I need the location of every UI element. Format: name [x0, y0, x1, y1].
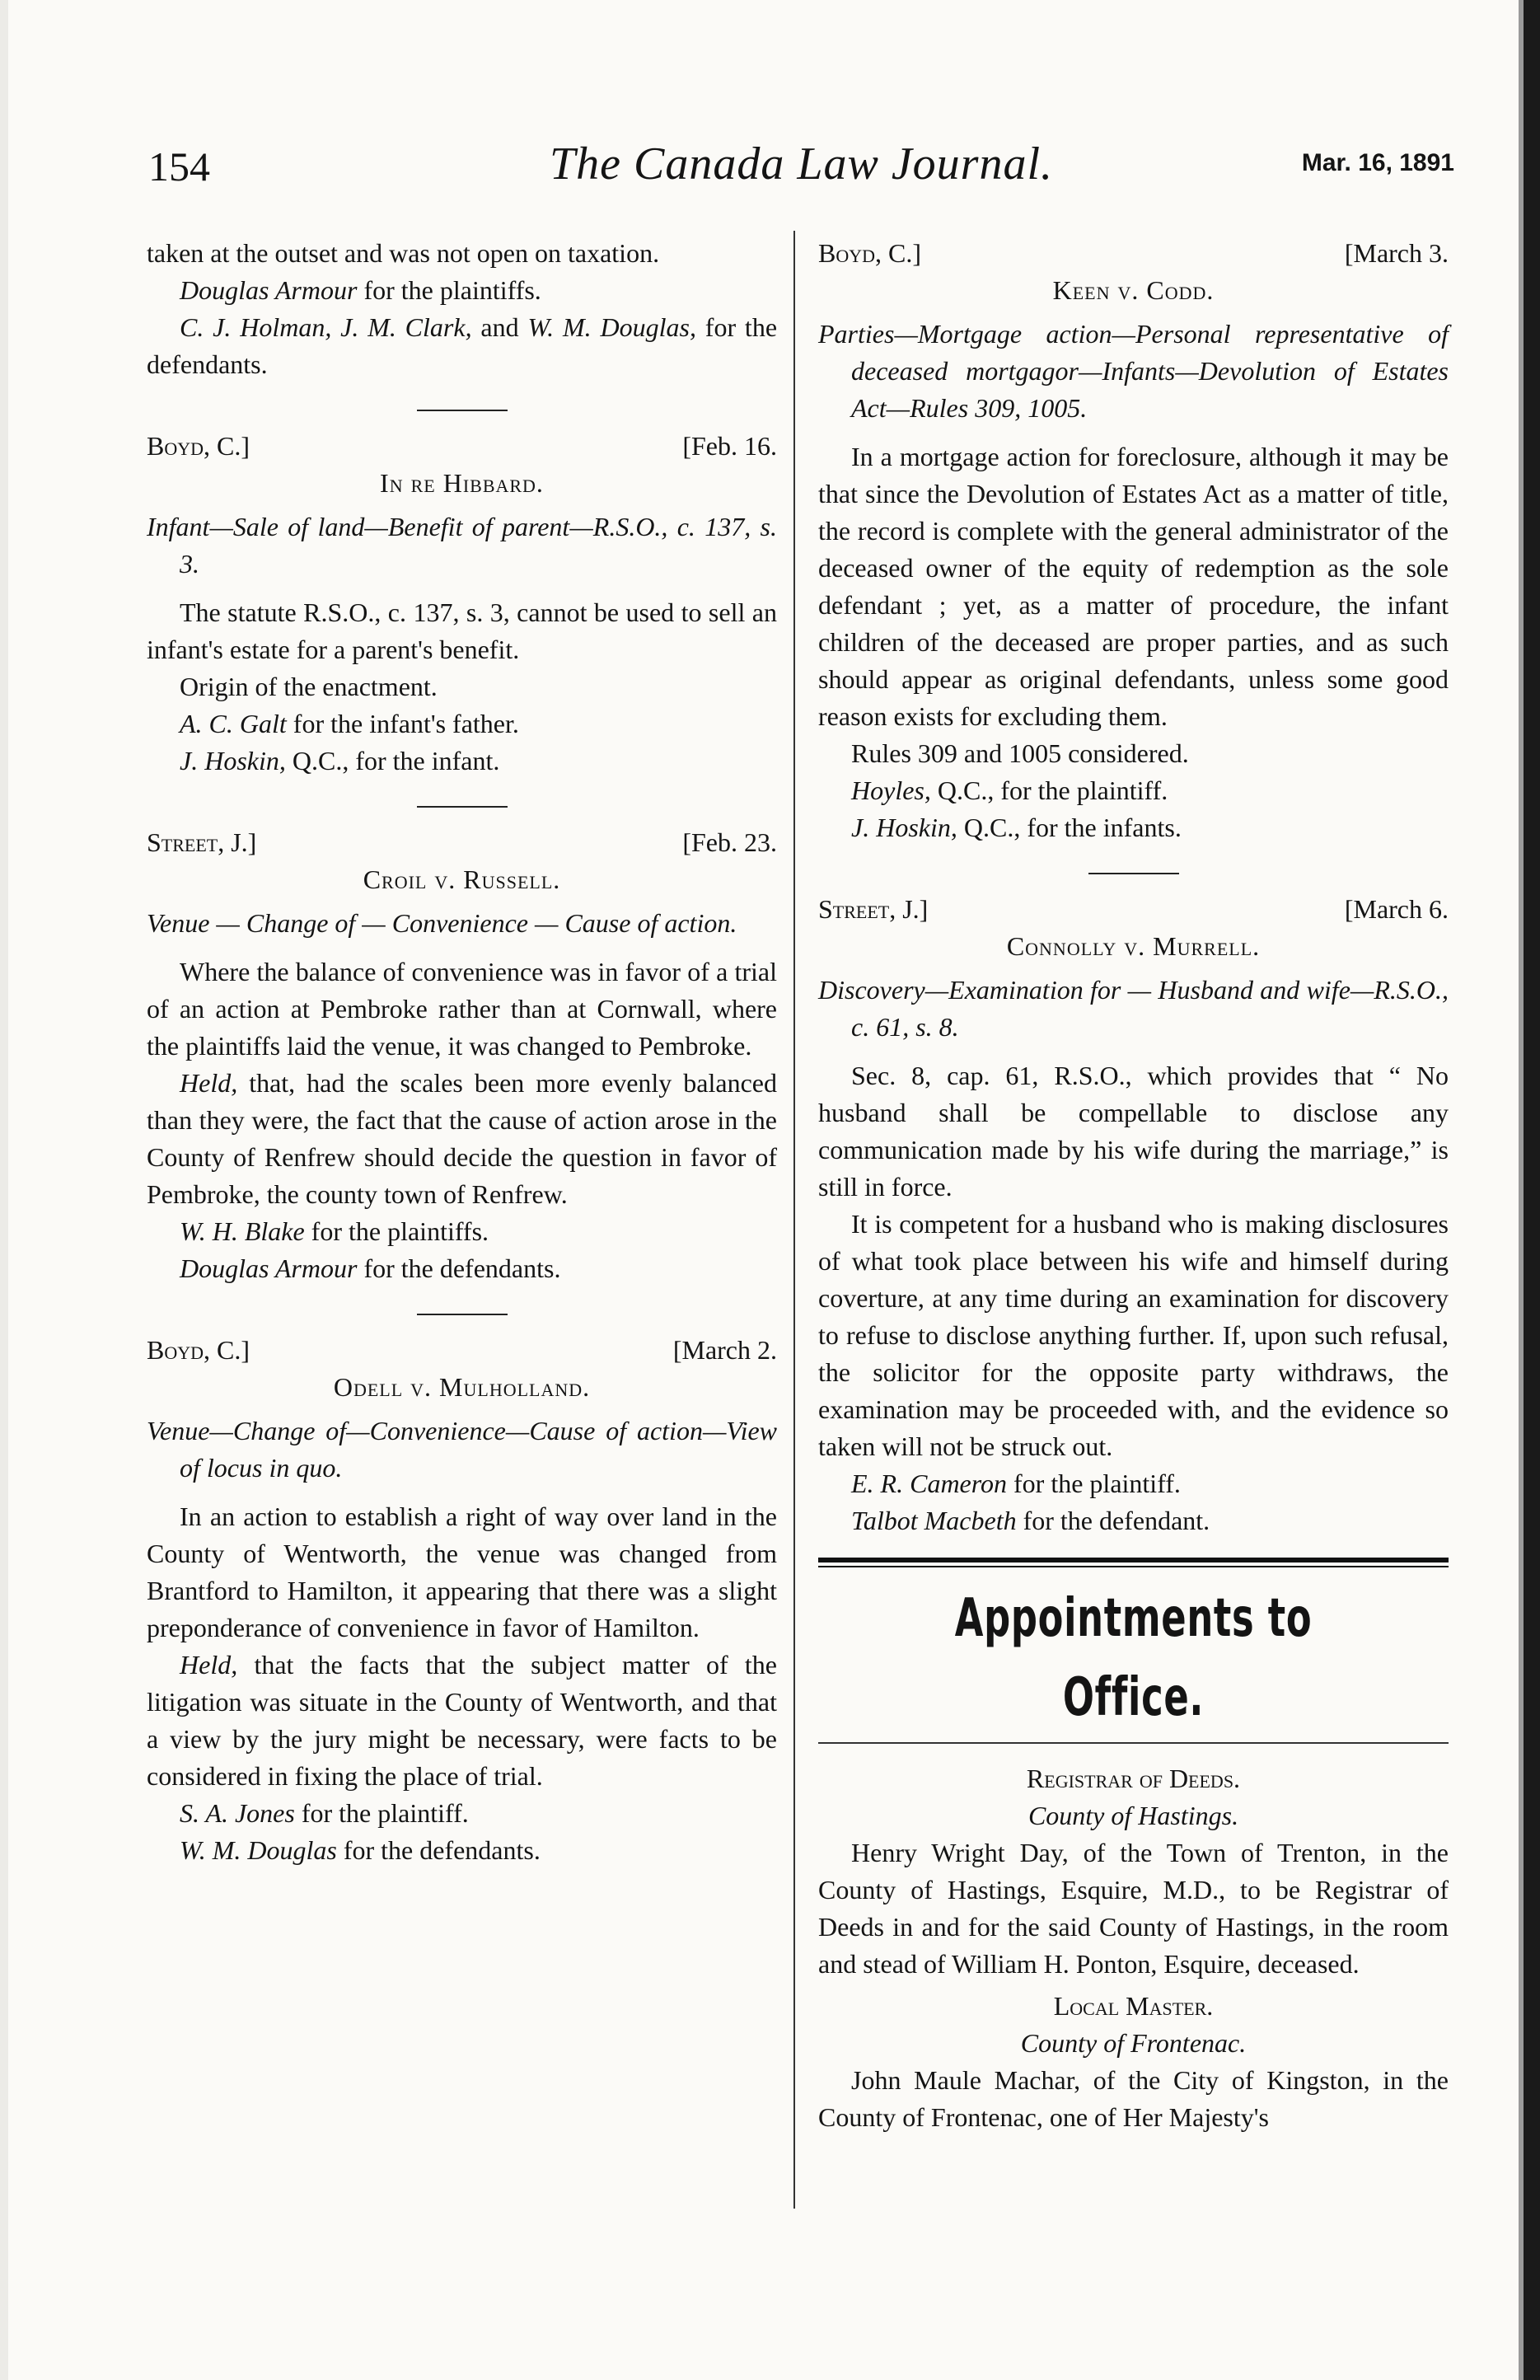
counsel-role: for the infant's father.	[286, 709, 519, 738]
counsel-line	[147, 1213, 777, 1250]
held-text: that, had the scales been more evenly balanced than they were, the fact that the cause of action arose in the County of Renfrew should decide the question in favor of Pembroke, the county town of Renfrew.	[147, 1068, 777, 1209]
headnote: Parties—Mortgage action—Personal representative of deceased mortgagor—Infants—Devolution of Estates Act—Rules 309, 1005.	[818, 319, 1449, 423]
counsel-role: for the defendants.	[147, 312, 778, 379]
counsel-name: J. Hoskin,	[851, 813, 957, 842]
column-divider	[793, 231, 795, 2209]
counsel-name: Hoyles,	[851, 775, 931, 805]
counsel-line	[818, 1465, 1449, 1502]
counsel-name: A. C. Galt	[180, 709, 287, 738]
section-separator	[1088, 873, 1179, 874]
counsel-name: S. A. Jones	[180, 1798, 295, 1828]
judge-name: Street, J.]	[818, 894, 929, 924]
page-left-shadow	[0, 0, 8, 2380]
counsel-line	[818, 809, 1449, 846]
counsel-name: Douglas Armour	[180, 275, 358, 305]
right-column	[818, 235, 1449, 2136]
judge-name: Boyd, C.]	[147, 1335, 250, 1365]
counsel-line	[147, 1832, 777, 1869]
counsel-name: E. R. Cameron	[851, 1469, 1008, 1498]
counsel-name: W. M. Douglas,	[527, 312, 696, 342]
counsel-role: for the defendants.	[357, 1253, 561, 1283]
judge-line	[147, 428, 777, 465]
counsel-line	[147, 1795, 777, 1832]
issue-date: Mar. 16, 1891	[1301, 149, 1454, 176]
case-paragraph: Sec. 8, cap. 61, R.S.O., which provides that “ No husband shall be compellable to disclose any communication made by his wife during the marriage,” is still in force.	[818, 1061, 1449, 1202]
case-title: Connolly v. Murrell.	[1006, 931, 1261, 961]
counsel-line	[147, 743, 777, 780]
journal-title: The Canada Law Journal.	[549, 138, 1054, 190]
section-heading: Local Master.	[1053, 1991, 1214, 2021]
page-binding-edge	[1524, 0, 1540, 2380]
held-word: Held,	[180, 1068, 238, 1098]
counsel-line	[818, 772, 1449, 809]
held-text: that the facts that the subject matter of the litigation was situate in the County of Wentworth, and that a view by the jury might be necessary, were facts to be considered in fixing the place of trial.	[147, 1650, 777, 1791]
headnote: Venue—Change of—Convenience—Cause of action—View of locus in quo.	[147, 1416, 777, 1483]
page-header	[148, 128, 1454, 194]
counsel-line	[147, 272, 777, 309]
counsel-line	[147, 309, 777, 383]
counsel-role: for the plaintiffs.	[357, 275, 541, 305]
page-number: 154	[148, 143, 210, 190]
section-separator	[417, 806, 508, 808]
counsel-role: Q.C., for the plaintiff.	[930, 775, 1168, 805]
section-separator	[417, 410, 508, 411]
case-paragraph: It is competent for a husband who is making disclosures of what took place between his wife and himself during coverture, at any time during an examination for discovery to refuse to disclose anything further. If, upon such refusal, the solicitor for the opposite party withdraws, the examination may be proceeded with, and the evidence so taken will not be struck out.	[818, 1209, 1449, 1461]
case-title: Odell v. Mulholland.	[333, 1372, 591, 1402]
counsel-role: for the plaintiff.	[1007, 1469, 1181, 1498]
headnote: Infant—Sale of land—Benefit of parent—R.S.O., c. 137, s. 3.	[147, 512, 777, 579]
judge-line	[147, 1332, 777, 1369]
case-paragraph: Rules 309 and 1005 considered.	[851, 738, 1189, 768]
appointment-paragraph: Henry Wright Day, of the Town of Trenton, in the County of Hastings, Esquire, M.D., to be Registrar of Deeds in and for the said County of Hastings, in the room and stead of William H. Ponton, Esquire, deceased.	[818, 1838, 1449, 1979]
judge-line	[147, 824, 777, 861]
counsel-name: Talbot Macbeth	[851, 1506, 1017, 1535]
case-title: In re Hibbard.	[380, 468, 544, 498]
case-paragraph: The statute R.S.O., c. 137, s. 3, cannot be used to sell an infant's estate for a parent's benefit.	[147, 597, 777, 664]
counsel-role: for the plaintiff.	[294, 1798, 469, 1828]
appointment-paragraph: John Maule Machar, of the City of Kingston, in the County of Frontenac, one of Her Majesty's	[818, 2065, 1449, 2132]
heavy-rule-underline	[818, 1566, 1449, 1567]
case-paragraph: In a mortgage action for foreclosure, although it may be that since the Devolution of Estates Act as a matter of title, the record is complete with the general administrator of the deceased owner of the equity of redemption as the sole defendant ; yet, as a matter of procedure, the infant children of the deceased are proper parties, and as such should appear as original defendants, unless some good reason exists for excluding them.	[818, 442, 1449, 731]
counsel-role: Q.C., for the infants.	[957, 813, 1182, 842]
decision-date: [March 6.	[1344, 894, 1449, 924]
decision-date: [March 3.	[1344, 238, 1449, 268]
counsel-name: J. Hoskin,	[180, 746, 286, 775]
held-word: Held,	[180, 1650, 238, 1680]
decision-date: [Feb. 16.	[682, 431, 777, 461]
case-title: Keen v. Codd.	[1052, 275, 1215, 305]
headnote: Discovery—Examination for — Husband and wife—R.S.O., c. 61, s. 8.	[818, 975, 1449, 1042]
case-paragraph	[147, 1647, 777, 1795]
judge-name: Boyd, C.]	[147, 431, 250, 461]
case-paragraph: In an action to establish a right of way over land in the County of Wentworth, the venue was changed from Brantford to Hamilton, it appearing that there was a slight preponderance of convenience in favor of Hamilton.	[147, 1502, 777, 1642]
counsel-line	[147, 705, 777, 743]
continued-paragraph: taken at the outset and was not open on taxation.	[147, 238, 660, 268]
counsel-conjunction: and	[471, 312, 528, 342]
case-paragraph	[147, 1065, 777, 1213]
section-separator	[417, 1314, 508, 1315]
counsel-name: Douglas Armour	[180, 1253, 358, 1283]
judge-name: Street, J.]	[147, 827, 257, 857]
case-paragraph: Where the balance of convenience was in favor of a trial of an action at Pembroke rather than at Cornwall, where the plaintiffs laid the venue, it was changed to Pembroke.	[147, 957, 777, 1061]
judge-line	[818, 235, 1449, 272]
heading-rule	[818, 1742, 1449, 1744]
headnote: Venue — Change of — Convenience — Cause of action.	[147, 908, 737, 938]
counsel-role: for the plaintiffs.	[304, 1216, 489, 1246]
counsel-role: Q.C., for the infant.	[285, 746, 500, 775]
counsel-line	[147, 1250, 777, 1287]
decision-date: [Feb. 23.	[682, 827, 777, 857]
counsel-role: for the defendant.	[1016, 1506, 1210, 1535]
judge-name: Boyd, C.]	[818, 238, 922, 268]
counsel-name: W. H. Blake	[180, 1216, 305, 1246]
case-paragraph: Origin of the enactment.	[180, 672, 438, 701]
case-title: Croil v. Russell.	[363, 864, 561, 894]
counsel-line	[818, 1502, 1449, 1539]
left-column	[147, 235, 777, 1869]
counsel-role: for the defendants.	[336, 1835, 541, 1865]
decision-date: [March 2.	[672, 1335, 777, 1365]
appointments-heading: Appointments to Office.	[954, 1588, 1313, 1728]
counsel-name: C. J. Holman, J. M. Clark,	[180, 312, 472, 342]
county-subheading: County of Hastings.	[1027, 1801, 1239, 1830]
counsel-name: W. M. Douglas	[180, 1835, 337, 1865]
county-subheading: County of Frontenac.	[1020, 2028, 1247, 2058]
judge-line	[818, 891, 1449, 928]
section-heading: Registrar of Deeds.	[1026, 1764, 1241, 1793]
heavy-rule	[818, 1558, 1449, 1562]
